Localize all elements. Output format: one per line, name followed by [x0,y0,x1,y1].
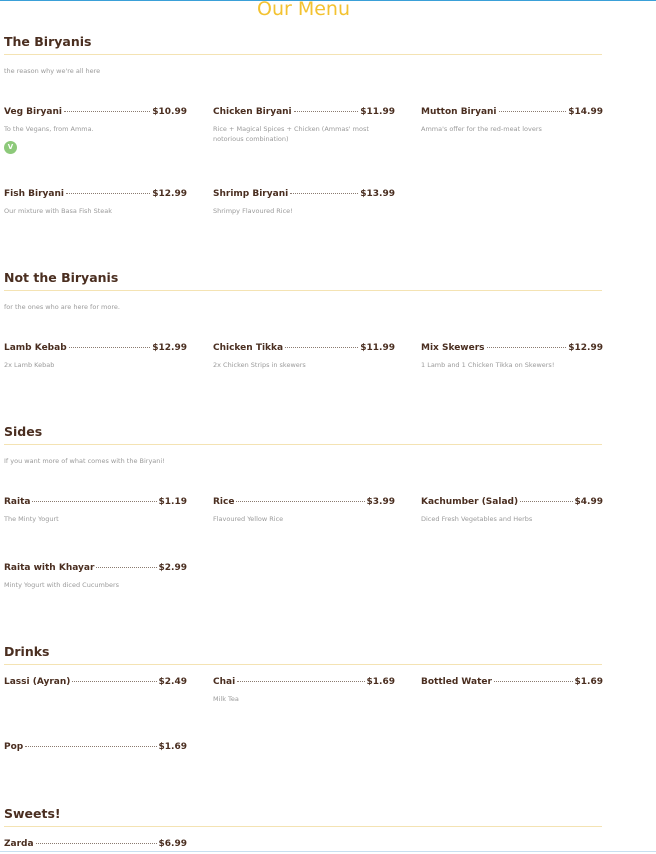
item-description: The Minty Yogurt [4,515,59,523]
item-description: Amma's offer for the red-meat lovers [421,125,542,133]
item-price: $4.99 [574,497,603,507]
section-title: Drinks [4,644,50,659]
bottom-divider [0,851,656,852]
menu-item-rice [213,497,395,524]
item-price: $3.99 [366,497,395,507]
item-name: Lamb Kebab [4,343,67,353]
item-name: Zarda [4,839,34,849]
menu-item-zarda [4,839,187,849]
menu-item-chicken-tikka [213,343,395,370]
item-description: Minty Yogurt with diced Cucumbers [4,581,120,589]
dot-leader [64,111,150,112]
page-title: Our Menu [257,0,351,20]
dot-leader [96,567,156,568]
menu-item-chicken-biryani [213,107,395,144]
dot-leader [25,746,156,747]
section-title: Sides [4,424,43,439]
item-price: $2.99 [158,563,187,573]
menu-item-chai [213,677,395,704]
section-divider [4,826,602,827]
menu-item-mix-skewers [421,343,603,370]
dot-leader [499,111,567,112]
menu-item-lamb-kebab [4,343,187,370]
item-name: Veg Biryani [4,107,62,117]
item-price: $2.49 [158,677,187,687]
item-name: Bottled Water [421,677,492,687]
item-price: $14.99 [568,107,603,117]
item-price: $1.69 [158,742,187,752]
item-name: Raita [4,497,31,507]
item-description: 2x Chicken Strips in skewers [213,361,306,369]
item-description: 1 Lamb and 1 Chicken Tikka on Skewers! [421,361,555,369]
item-price: $10.99 [152,107,187,117]
section-divider [4,664,602,665]
menu-item-shrimp-biryani [213,189,395,216]
menu-item-veg-biryani [4,107,187,154]
dot-leader [487,347,567,348]
item-name: Kachumber (Salad) [421,497,519,507]
vegan-badge-icon: V [4,141,17,154]
item-name: Chicken Biryani [213,107,292,117]
item-name: Raita with Khayar [4,563,95,573]
section-description: If you want more of what comes with the Biryani! [4,457,165,465]
section-divider [4,54,602,55]
item-description: Rice + Magical Spices + Chicken (Ammas' most notorious combination) [213,125,369,143]
item-price: $12.99 [152,189,187,199]
dot-leader [32,501,156,502]
section-title: Sweets! [4,806,61,821]
dot-leader [285,347,358,348]
item-name: Chicken Tikka [213,343,284,353]
item-name: Pop [4,742,24,752]
item-name: Rice [213,497,235,507]
menu-item-lassi-ayran [4,677,187,687]
section-title: The Biryanis [4,34,92,49]
dot-leader [494,681,573,682]
item-price: $12.99 [152,343,187,353]
item-price: $11.99 [360,107,395,117]
dot-leader [72,681,156,682]
item-price: $1.19 [158,497,187,507]
item-name: Mutton Biryani [421,107,497,117]
menu-item-raita [4,497,187,524]
item-description: Diced Fresh Vegetables and Herbs [421,515,533,523]
item-name: Mix Skewers [421,343,485,353]
dot-leader [237,681,364,682]
item-price: $1.69 [574,677,603,687]
dot-leader [36,843,157,844]
menu-item-fish-biryani [4,189,187,216]
menu-item-bottled-water [421,677,603,687]
dot-leader [294,111,359,112]
section-title: Not the Biryanis [4,270,119,285]
item-name: Shrimp Biryani [213,189,289,199]
dot-leader [69,347,151,348]
item-price: $12.99 [568,343,603,353]
item-price: $11.99 [360,343,395,353]
menu-item-kachumber-salad [421,497,603,524]
item-name: Lassi (Ayran) [4,677,71,687]
dot-leader [236,501,364,502]
section-divider [4,444,602,445]
item-name: Fish Biryani [4,189,64,199]
section-description: the reason why we're all here [4,67,101,75]
item-description: Shrimpy Flavoured Rice! [213,207,293,215]
menu-item-pop [4,742,187,752]
item-name: Chai [213,677,236,687]
dot-leader [66,193,150,194]
item-description: To the Vegans, from Amma. [4,125,94,133]
menu-item-mutton-biryani [421,107,603,134]
item-price: $13.99 [360,189,395,199]
section-description: for the ones who are here for more. [4,303,120,311]
item-price: $1.69 [366,677,395,687]
item-description: Flavoured Yellow Rice [213,515,284,523]
dot-leader [520,501,572,502]
menu-item-raita-with-khayar [4,563,187,590]
item-description: 2x Lamb Kebab [4,361,55,369]
section-divider [4,290,602,291]
item-price: $6.99 [158,839,187,849]
dot-leader [290,193,358,194]
item-description: Our mixture with Basa Fish Steak [4,207,113,215]
item-description: Milk Tea [213,695,239,703]
